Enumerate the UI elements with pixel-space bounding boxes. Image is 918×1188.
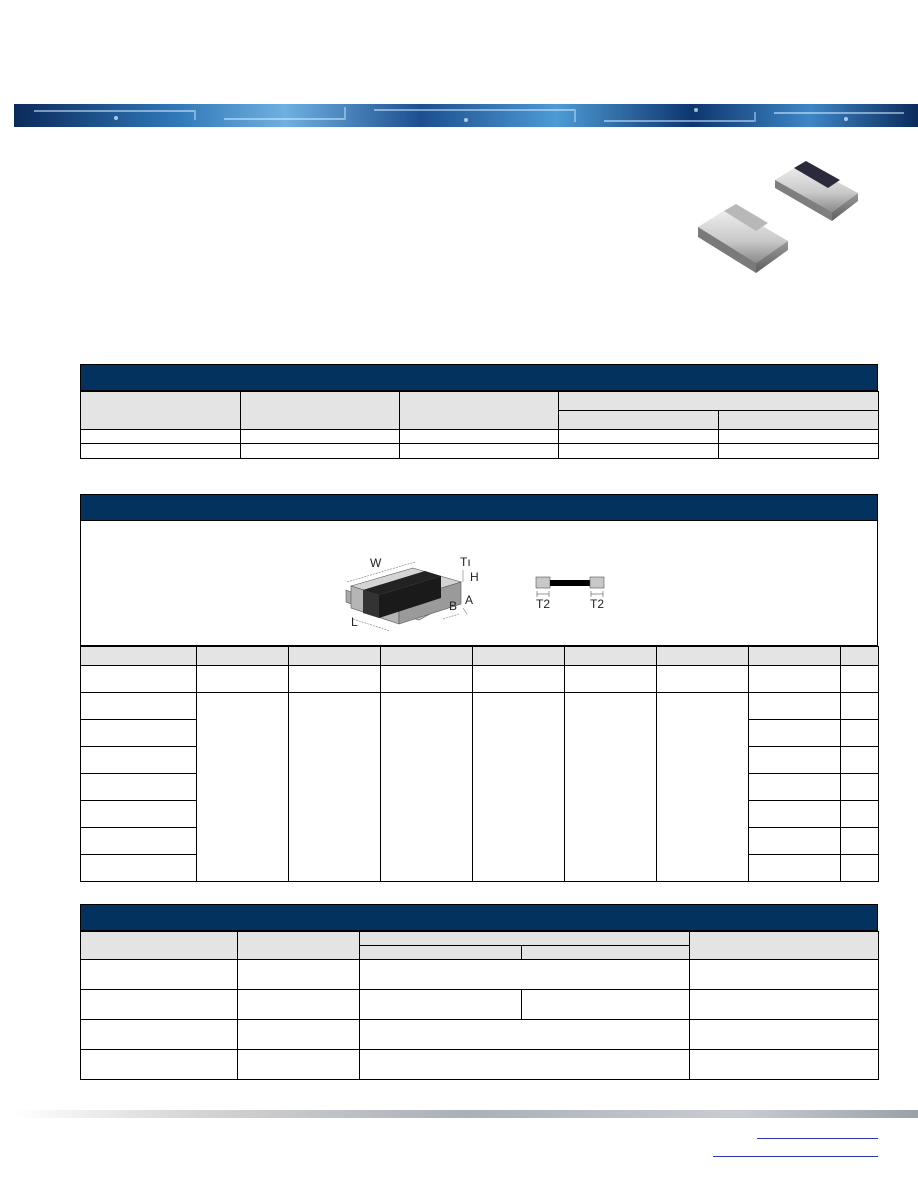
table-row [81,960,879,990]
dim-label-t2-left: T2 [536,597,551,611]
ratings-table [80,391,879,459]
fuse-chip-lower [698,204,788,273]
fuse-chip-upper [775,161,858,221]
footer-bar [14,1110,918,1118]
circuit-banner [14,104,918,127]
dim-label-h: H [470,570,479,584]
footer-link-1[interactable] [757,1138,878,1139]
section-packaging [80,904,878,1080]
ratings-subheader-cell [559,411,719,430]
dimensions-table [80,646,879,882]
smd-fuse-chip-photo [690,155,865,280]
ratings-header-cell [400,392,559,430]
table-row [81,430,879,444]
dim-label-t2-right: T2 [590,597,605,611]
ratings-header-cell [559,392,879,411]
dim-label-b: B [449,599,458,613]
table-row [81,990,879,1020]
table-row [81,1020,879,1050]
dim-label-t1: Tı [460,555,471,569]
packaging-header-row [81,932,879,946]
dimension-drawing-box [80,521,878,646]
dimensions-header-row [81,647,879,666]
chip-3d-drawing [346,562,467,631]
section-packaging-header [80,904,878,931]
table-row [81,1050,879,1080]
ratings-header-cell [81,392,241,430]
ratings-header-cell [241,392,400,430]
table-row [81,444,879,459]
dim-label-l: L [351,615,358,629]
packaging-table [80,931,879,1080]
section-ratings [80,364,878,459]
dimension-diagram [331,546,621,631]
section-ratings-header [80,364,878,391]
section-dimensions [80,494,878,882]
table-row [81,666,879,693]
table-row [81,693,879,720]
footer-link-2[interactable] [713,1156,878,1157]
dim-label-w: W [370,556,382,570]
chip-side-view [536,577,604,597]
section-dimensions-header [80,494,878,521]
ratings-subheader-cell [719,411,879,430]
dim-label-a: A [465,593,474,607]
